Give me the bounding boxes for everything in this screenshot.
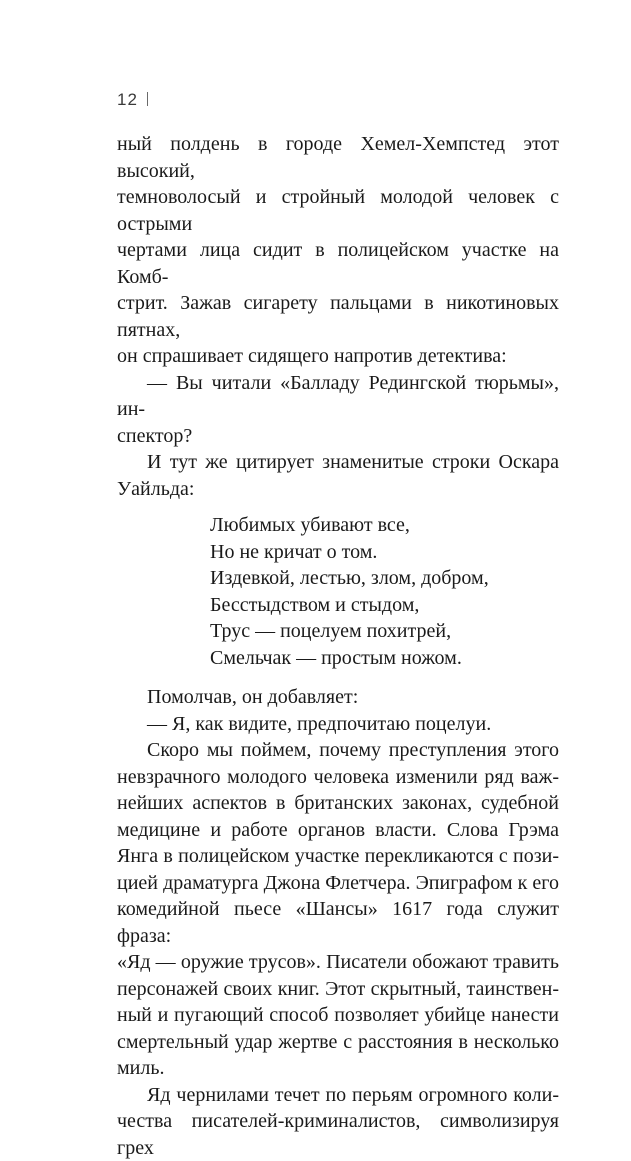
text-line: Скоро мы поймем, почему преступления этого [147, 739, 559, 761]
text-line: Помолчав, он добавляет: [147, 686, 359, 708]
page-header [117, 90, 148, 110]
header-separator [147, 92, 148, 106]
page-number: 12 [117, 90, 138, 109]
text-line: чества писателей-криминалистов, символизируя грех [117, 1110, 559, 1159]
text-line: невзрачного молодого человека изменили ряд важ- [117, 765, 559, 788]
poem-line: Смельчак — простым ножом. [210, 646, 462, 669]
poem-line: Любимых убивают все, [210, 514, 410, 536]
text-line: Яд чернилами течет по перьям огромного коли- [147, 1083, 559, 1106]
dialogue-line: — Вы читали «Балладу Редингской тюрьмы», ин- [117, 371, 559, 420]
text-line: Уайльда: [117, 477, 195, 500]
poem-line: Бесстыдством и стыдом, [210, 593, 420, 616]
text-line: Янга в полицейском участке перекликаются с пози- [117, 845, 559, 867]
text-line: И тут же цитирует знаменитые строки Оскара [147, 451, 559, 473]
text-line: персонажей своих книг. Этот скрытный, таинствен- [117, 977, 559, 1000]
poem-line: Издевкой, лестью, злом, добром, [210, 567, 489, 589]
body-text [117, 131, 559, 1161]
text-line: комедийной пьесе «Шансы» 1617 года служит фраза: [117, 898, 559, 947]
text-line: нейших аспектов в британских законах, судебной [117, 792, 559, 814]
text-line: смертельный удар жертве с расстояния в несколько [117, 1030, 559, 1053]
text-line: спектор? [117, 424, 193, 447]
dialogue-line: — Я, как видите, предпочитаю поцелуи. [147, 712, 492, 735]
text-line: он спрашивает сидящего напротив детектива: [117, 345, 507, 367]
text-line: стрит. Зажав сигарету пальцами в никотиновых пятнах, [117, 292, 559, 341]
text-line: чертами лица сидит в полицейском участке на Комб- [117, 239, 559, 288]
text-line: миль. [117, 1057, 165, 1079]
text-line: ный и пугающий способ позволяет убийце нанести [117, 1004, 559, 1026]
poem-quote [210, 512, 559, 671]
text-line: «Яд — оружие трусов». Писатели обожают травить [117, 951, 559, 973]
text-line: медицине и работе органов власти. Слова Грэма [117, 818, 559, 841]
poem-line: Трус — поцелуем похитрей, [210, 620, 452, 642]
text-line: темноволосый и стройный молодой человек с острыми [117, 186, 559, 235]
text-line: цией драматурга Джона Флетчера. Эпиграфом к его [117, 871, 559, 894]
poem-line: Но не кричат о том. [210, 540, 378, 563]
text-line: ный полдень в городе Хемел-Хемпстед этот высокий, [117, 133, 559, 182]
